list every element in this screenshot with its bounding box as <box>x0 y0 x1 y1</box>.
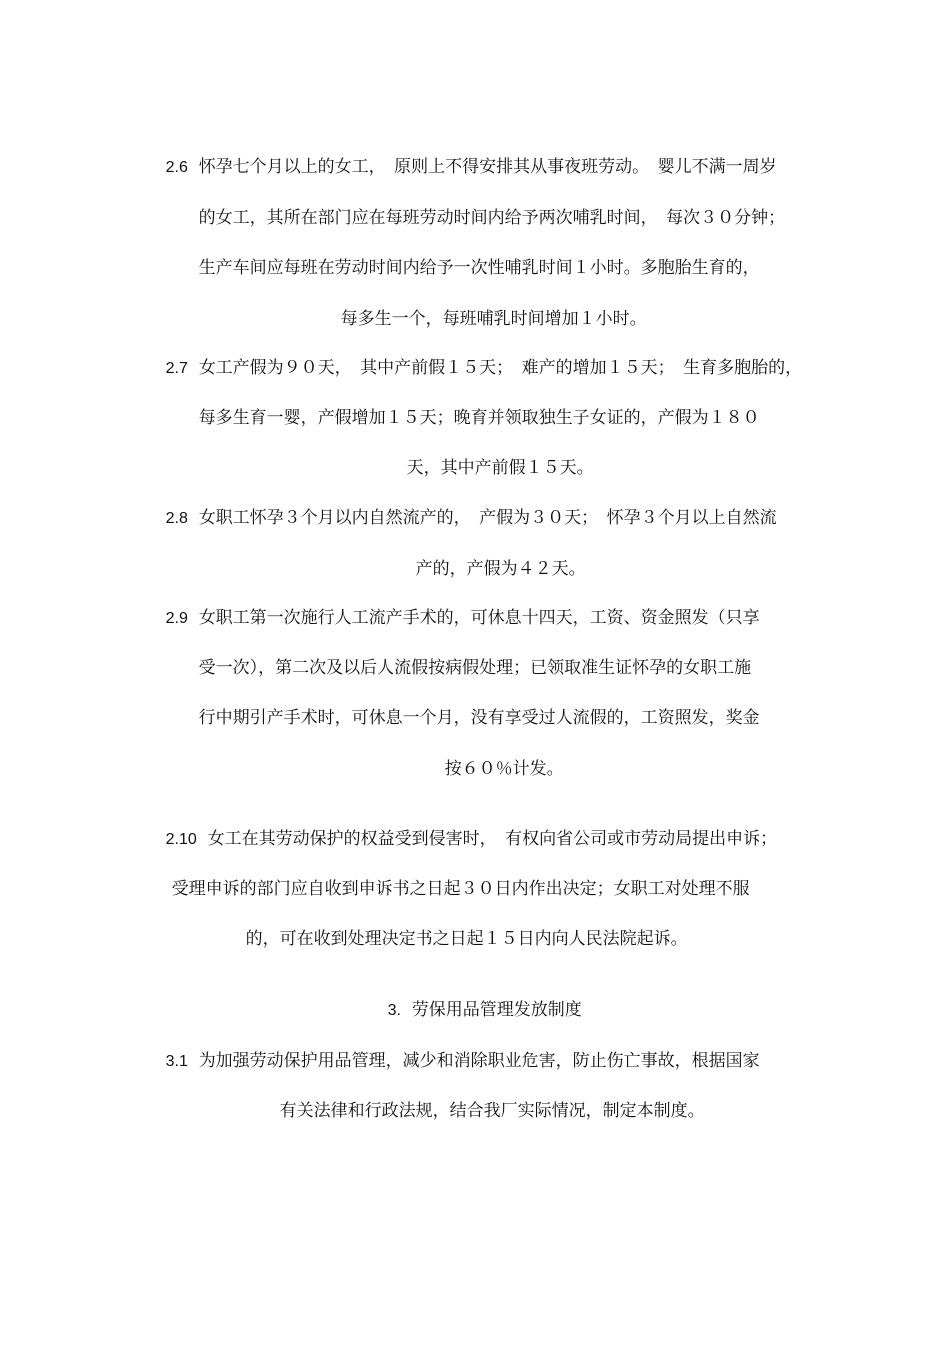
clause-3-1-line-2 <box>258 1075 705 1147</box>
clause-number: 2.8 <box>165 510 188 527</box>
clause-text: 女职工怀孕３个月以内自然流产的， 产假为３０天； 怀孕３个月以上自然流 <box>198 508 777 528</box>
clause-text: 生产车间应每班在劳动时间内给予一次性哺乳时间１小时。多胞胎生育的， <box>198 258 760 278</box>
heading-text: 劳保用品管理发放制度 <box>411 1000 582 1020</box>
clause-number: 2.9 <box>165 610 188 627</box>
clause-text: 每多生育一婴，产假增加１５天；晚育并领取独生子女证的，产假为１８０ <box>198 408 760 428</box>
clause-number: 2.10 <box>165 831 197 848</box>
clause-text: 有关法律和行政法规，结合我厂实际情况，制定本制度。 <box>279 1101 705 1121</box>
clause-number: 2.6 <box>165 159 188 176</box>
clause-number: 2.7 <box>165 360 188 377</box>
clause-text: 的，可在收到处理决定书之日起１５日内向人民法院起诉。 <box>245 929 688 949</box>
clause-text: 天，其中产前假１５天。 <box>406 458 594 478</box>
clause-text: 为加强劳动保护用品管理，减少和消除职业危害，防止伤亡事故，根据国家 <box>198 1051 760 1071</box>
clause-text: 受理申诉的部门应自收到申诉书之日起３０日内作出决定；女职工对处理不服 <box>171 879 750 899</box>
clause-text: 受一次），第二次及以后人流假按病假处理；已领取准生证怀孕的女职工施 <box>198 658 752 678</box>
heading-number: 3. <box>387 1002 401 1019</box>
clause-text: 女工在其劳动保护的权益受到侵害时， 有权向省公司或市劳动局提出申诉； <box>207 829 778 849</box>
clause-text: 女工产假为９０天， 其中产前假１５天； 难产的增加１５天； 生育多胞胎的， <box>198 358 803 378</box>
clause-text: 行中期引产手术时，可休息一个月，没有享受过人流假的，工资照发，奖金 <box>198 708 760 728</box>
clause-text: 每多生一个，每班哺乳时间增加１小时。 <box>340 309 647 329</box>
clause-2-10-line-3 <box>224 903 688 975</box>
clause-text: 的女工，其所在部门应在每班劳动时间内给予两次哺乳时间， 每次３０分钟； <box>198 208 786 228</box>
clause-text: 女职工第一次施行人工流产手术的，可休息十四天，工资、资金照发（只享 <box>198 608 760 628</box>
clause-text: 产的，产假为４２天。 <box>415 559 586 579</box>
clause-2-9-line-4 <box>423 733 564 805</box>
clause-number: 3.1 <box>165 1053 188 1070</box>
clause-text: 按６０％计发。 <box>444 759 564 779</box>
clause-text: 怀孕七个月以上的女工， 原则上不得安排其从事夜班劳动。 婴儿不满一周岁 <box>198 157 777 177</box>
